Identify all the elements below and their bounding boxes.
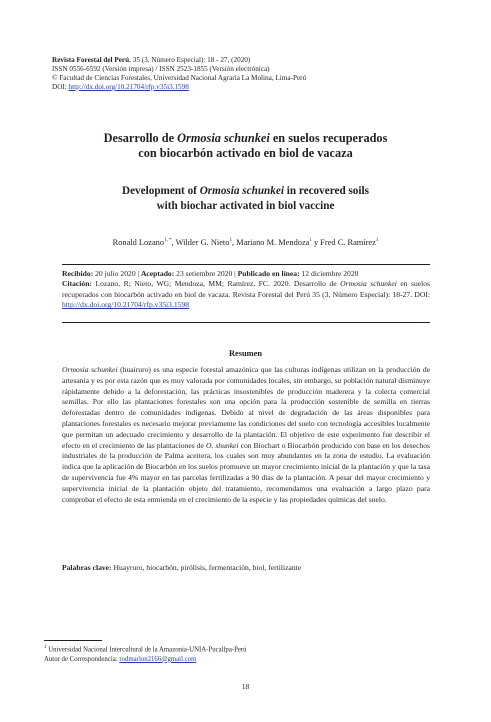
title-en-pre: Development of bbox=[122, 185, 200, 197]
title-en-line2: with biochar activated in biol vaccine bbox=[156, 200, 335, 212]
footnote-divider bbox=[44, 640, 102, 641]
divider-bottom bbox=[62, 322, 430, 323]
journal-header bbox=[52, 56, 452, 92]
citation-species: Ormosia schunkei bbox=[340, 279, 397, 289]
doi-link[interactable]: http://dx.doi.org/10.21704/rfp.v35i3.1598 bbox=[68, 83, 189, 91]
author-affil-mark: 1, * bbox=[164, 238, 172, 244]
title-en-post: in recovered soils bbox=[283, 185, 369, 197]
received-label: Recibido: bbox=[62, 269, 94, 278]
author-name: , Mariano M. Mendoza bbox=[231, 238, 310, 247]
correspondence-email-link[interactable]: rodmarlon2166@gmail.com bbox=[119, 655, 197, 663]
received-date: 20 julio 2020 | bbox=[93, 269, 141, 278]
citation-label: Citación: bbox=[62, 279, 92, 289]
article-info bbox=[62, 269, 430, 311]
author-list bbox=[0, 238, 491, 247]
title-es-line2: con biocarbón activado en biol de vacaza bbox=[138, 146, 353, 160]
footnote-mark: 1 bbox=[44, 645, 47, 650]
volume-info: , 35 (3, Número Especial): 18 - 27, (2020) bbox=[129, 56, 251, 64]
citation-doi-link[interactable]: http://dx.doi.org/10.21704/rfp.v35i3.1598 bbox=[62, 300, 190, 310]
published-date: 12 diciembre 2020 bbox=[299, 269, 359, 278]
title-es-species: Ormosia schunkei bbox=[177, 131, 270, 145]
abstract-heading: Resumen bbox=[228, 349, 263, 358]
journal-name: Revista Forestal del Perú bbox=[52, 56, 130, 64]
title-english bbox=[0, 184, 491, 214]
affiliation-text: Universidad Nacional Intercultural de la Amazonia-UNIA-Pucallpa-Perú bbox=[46, 646, 247, 654]
title-spanish bbox=[0, 131, 491, 161]
citation-text: en suelos recuperados con biocarbón activado en biol de vacaza. Revista Forestal del Perú 35 (3, Número Especial): 18-27. DOI: bbox=[62, 279, 430, 299]
accepted-date: 23 setiembre 2020 | bbox=[174, 269, 238, 278]
citation-text: Lozano, R; Nieto, WG; Mendoza, MM; Ramírez, FC. 2020. Desarrollo de bbox=[91, 279, 341, 289]
page-number: 18 bbox=[241, 682, 250, 691]
keywords-text: Huayruro, biocarbón, pirólisis, fermentación, biol, fertilizante bbox=[111, 563, 302, 572]
author-name: Ronald Lozano bbox=[112, 238, 165, 247]
title-es-post: en suelos recuperados bbox=[269, 131, 388, 145]
issn-line: ISSN 0556-6592 (Versión impresa) / ISSN 2523-1855 (Versión electrónica) bbox=[52, 65, 270, 73]
abstract-body bbox=[62, 365, 430, 505]
keywords-label: Palabras clave: bbox=[62, 563, 112, 572]
abstract-species: Ormosia schunkei bbox=[62, 365, 118, 374]
title-es-pre: Desarrollo de bbox=[103, 131, 178, 145]
abstract-text: con Biochart o Biocarbón producido con base en los desechos industriales de la producción de Palma aceitera, los cuales son muy abundantes en la zona de estudio. La evaluación indica que la aplicación de Biocarbón en los suelos promueve un mayor crecimiento inicial de la plantación y que la tasa de supervivencia fue 4% mayor en las parcelas fertilizadas a 90 días de la plantación. A pesar del mayor crecimiento y supervivencia inicial de la plantación objeto del tratamiento, recomendamos una evaluación a largo plazo para comprobar el efecto de esta enmienda en el crecimiento de la especie y las propiedades químicas del suelo. bbox=[62, 440, 430, 504]
keywords bbox=[62, 563, 430, 572]
author-name: y Fred C. Ramírez bbox=[311, 238, 376, 247]
correspondence-label: Autor de Correspondencia: bbox=[44, 655, 120, 663]
published-label: Publicado en línea: bbox=[237, 269, 300, 278]
doi-label: DOI: bbox=[52, 83, 69, 91]
copyright-line: © Facultad de Ciencias Forestales, Universidad Nacional Agraria La Molina, Lima-Perú bbox=[52, 74, 307, 82]
abstract-text: (huairuro) es una especie forestal amazónica que las culturas indígenas utilizan en la producción de artesanía y es por esta razón que es muy valorada por comunidades locales, sin embargo, su población natural disminuye rápidamente debido a la deforestación, las prácticas insostenibles de producción maderera y la colecta comercial semillas. Por ello las plantaciones forestales son una opción para la producción sostenible de semilla en tierras deforestadas dentro de comunidades indígenas. Debido al nivel de degradación de las áreas disponibles para plantaciones forestales es necesario mejorar previamente las condiciones del suelo con tecnología accesibles localmente que permitan un adecuado crecimiento y desarrollo de la plantación. El objetivo de este experimento fue describir el efecto en el crecimiento de las plantaciones de bbox=[62, 365, 430, 450]
author-affil-mark: 1 bbox=[229, 238, 232, 244]
footnote bbox=[44, 643, 344, 664]
accepted-label: Aceptado: bbox=[140, 269, 175, 278]
abstract-species-short: O. shunkei bbox=[205, 440, 239, 450]
author-affil-mark: 1 bbox=[309, 238, 312, 244]
author-affil-mark: 1 bbox=[375, 238, 379, 244]
author-name: , Wilder G. Nieto bbox=[171, 238, 230, 247]
title-en-species: Ormosia schunkei bbox=[199, 185, 284, 197]
divider-top bbox=[62, 264, 430, 265]
